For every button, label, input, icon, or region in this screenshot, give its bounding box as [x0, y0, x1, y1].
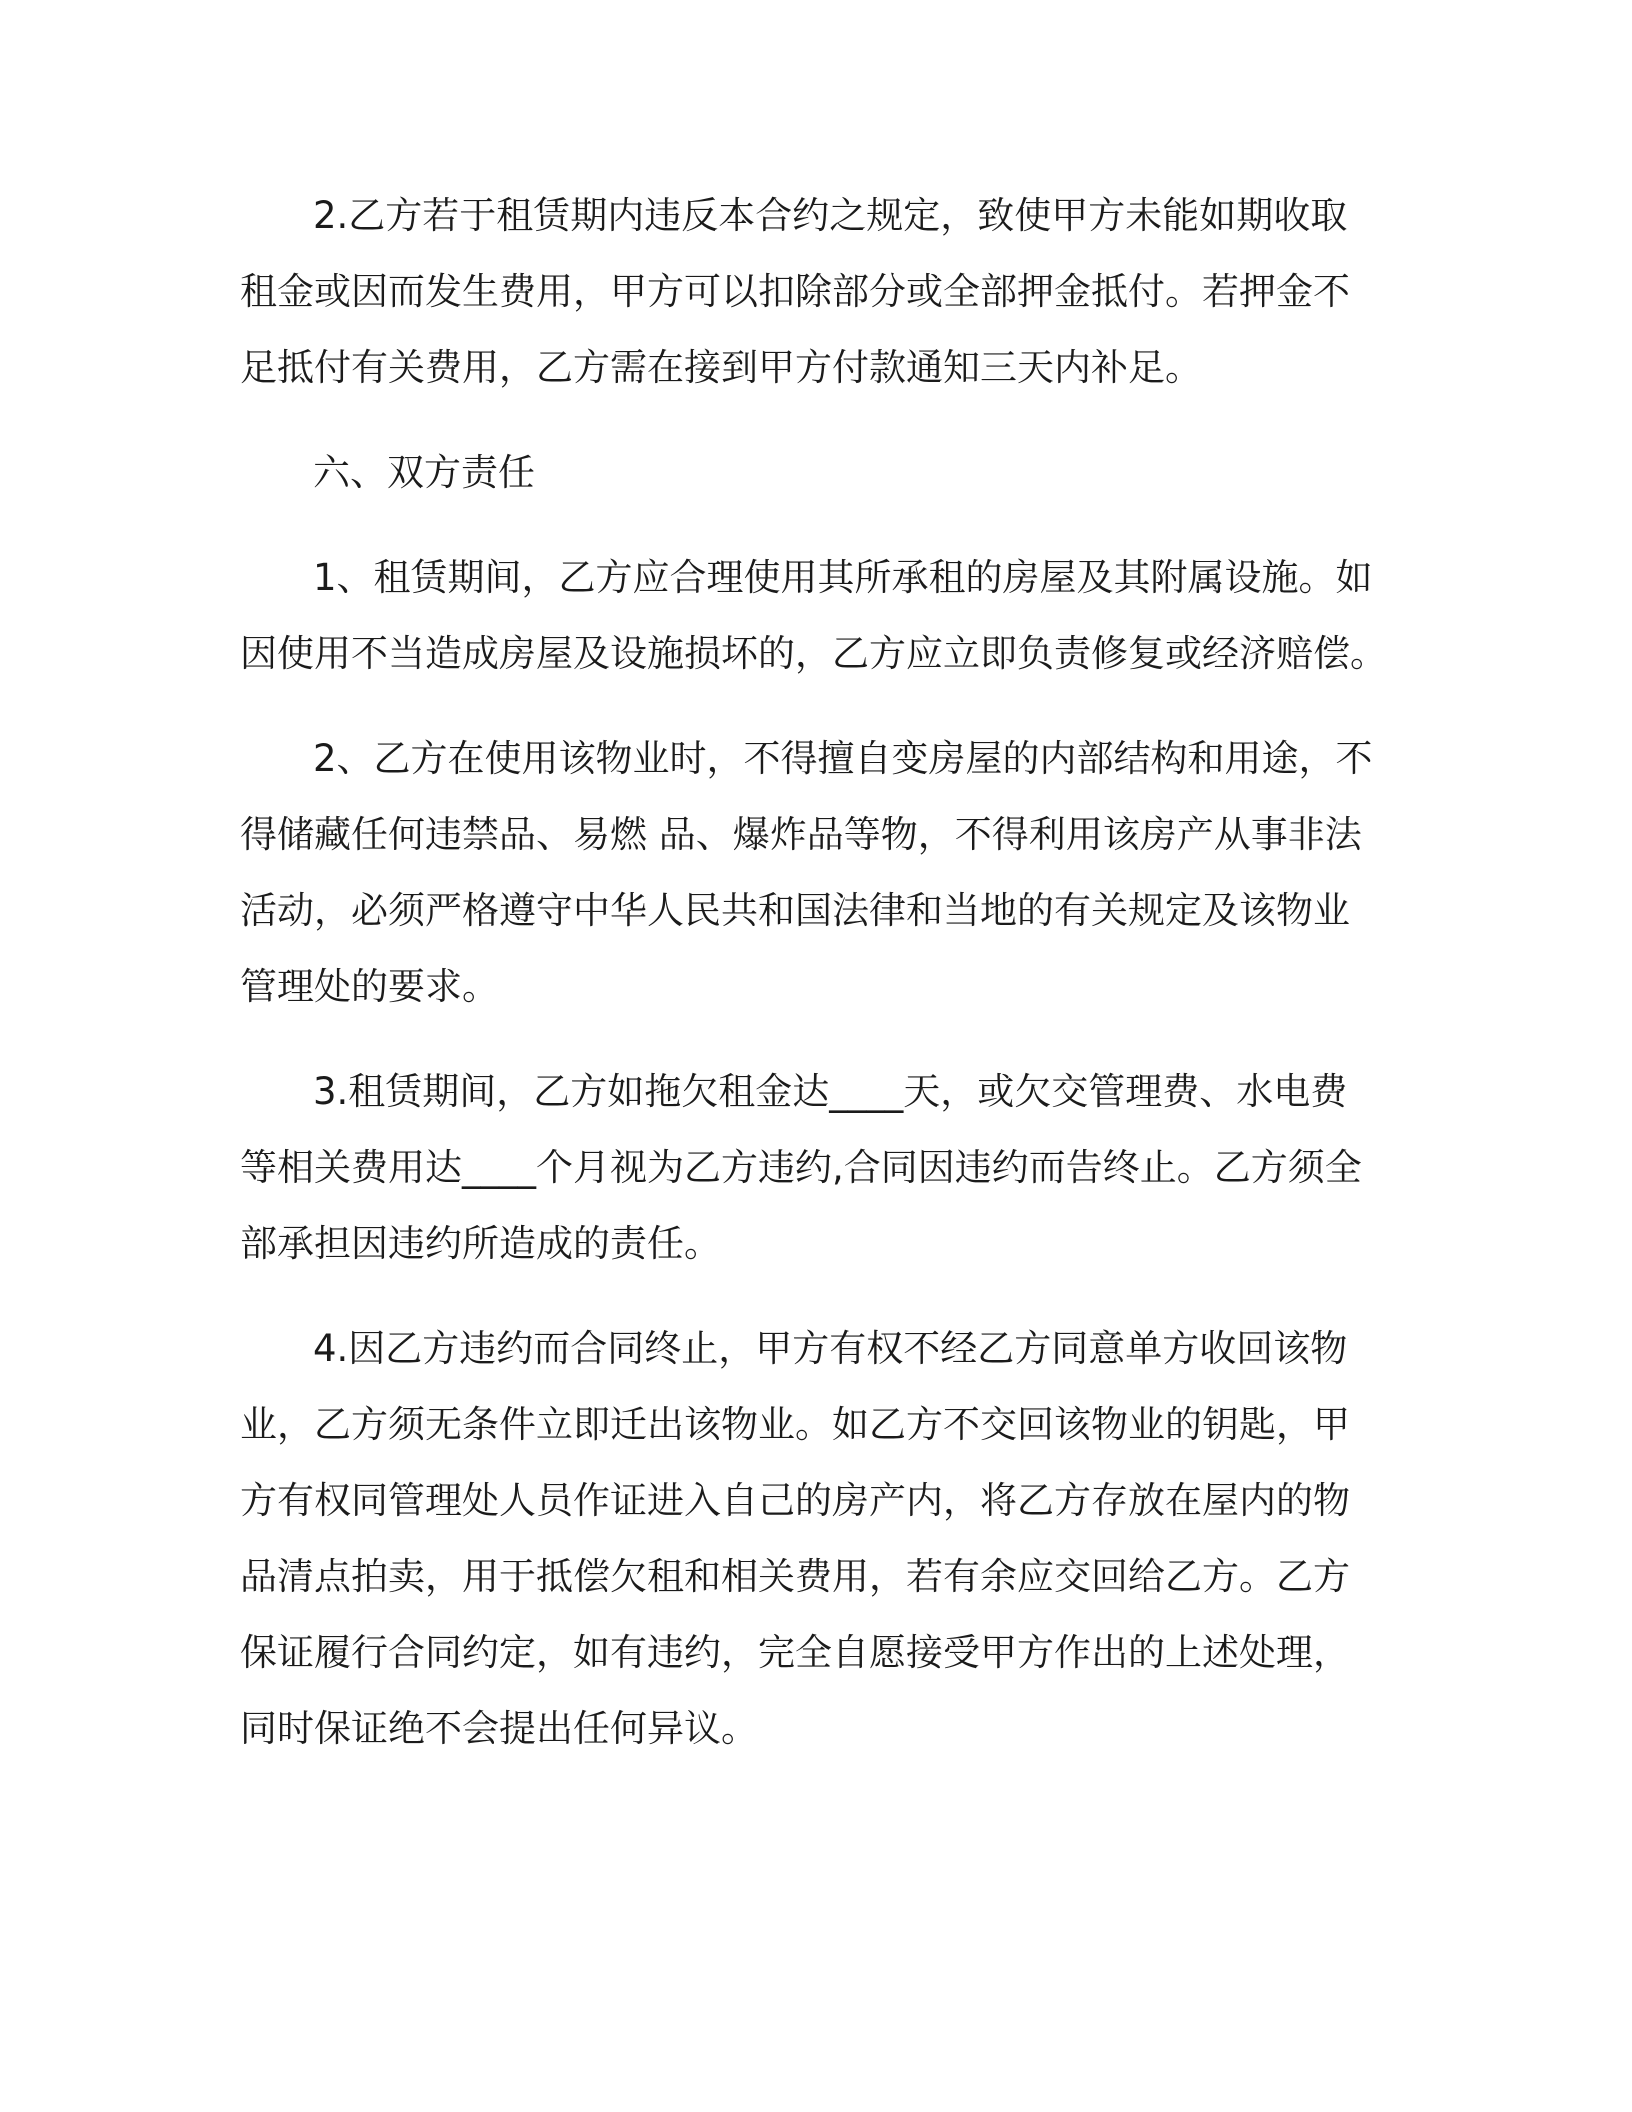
document-body — [240, 178, 1400, 1796]
text-line: 因使用不当造成房屋及设施损坏的，乙方应立即负责修复或经济赔偿。 — [240, 632, 1387, 675]
text-line: 等相关费用达____个月视为乙方违约,合同因违约而告终止。乙方须全 — [240, 1146, 1362, 1189]
text-line: 活动，必须严格遵守中华人民共和国法律和当地的有关规定及该物业 — [240, 889, 1350, 932]
section-heading-text: 六、双方责任 — [313, 451, 535, 494]
text-line: 同时保证绝不会提出任何异议。 — [240, 1707, 758, 1750]
text-line: 租金或因而发生费用，甲方可以扣除部分或全部押金抵付。若押金不 — [240, 270, 1350, 313]
text-line: 业，乙方须无条件立即迁出该物业。如乙方不交回该物业的钥匙，甲 — [240, 1403, 1350, 1446]
text-line: 品清点拍卖，用于抵偿欠租和相关费用，若有余应交回给乙方。乙方 — [240, 1555, 1350, 1598]
paragraph-clause-4 — [240, 1311, 1400, 1767]
text-line: 4.因乙方违约而合同终止，甲方有权不经乙方同意单方收回该物 — [313, 1327, 1348, 1370]
text-line: 方有权同管理处人员作证进入自己的房产内，将乙方存放在屋内的物 — [240, 1479, 1350, 1522]
paragraph-deposit-deduction — [240, 178, 1400, 406]
text-line: 2、乙方在使用该物业时，不得擅自变房屋的内部结构和用途，不 — [313, 737, 1373, 780]
text-line: 3.租赁期间，乙方如拖欠租金达____天，或欠交管理费、水电费 — [313, 1070, 1348, 1113]
text-line: 1、租赁期间，乙方应合理使用其所承租的房屋及其附属设施。如 — [313, 556, 1373, 599]
paragraph-clause-3 — [240, 1054, 1400, 1282]
text-line: 2.乙方若于租赁期内违反本合约之规定，致使甲方未能如期收取 — [313, 194, 1348, 237]
paragraph-clause-1 — [240, 540, 1400, 692]
text-line: 管理处的要求。 — [240, 965, 499, 1008]
text-line: 部承担因违约所造成的责任。 — [240, 1222, 721, 1265]
text-line: 得储藏任何违禁品、易燃 品、爆炸品等物，不得利用该房产从事非法 — [240, 813, 1362, 856]
paragraph-clause-2 — [240, 721, 1400, 1025]
section-heading — [240, 435, 1400, 511]
text-line: 保证履行合同约定，如有违约，完全自愿接受甲方作出的上述处理， — [240, 1631, 1350, 1674]
text-line: 足抵付有关费用，乙方需在接到甲方付款通知三天内补足。 — [240, 346, 1202, 389]
